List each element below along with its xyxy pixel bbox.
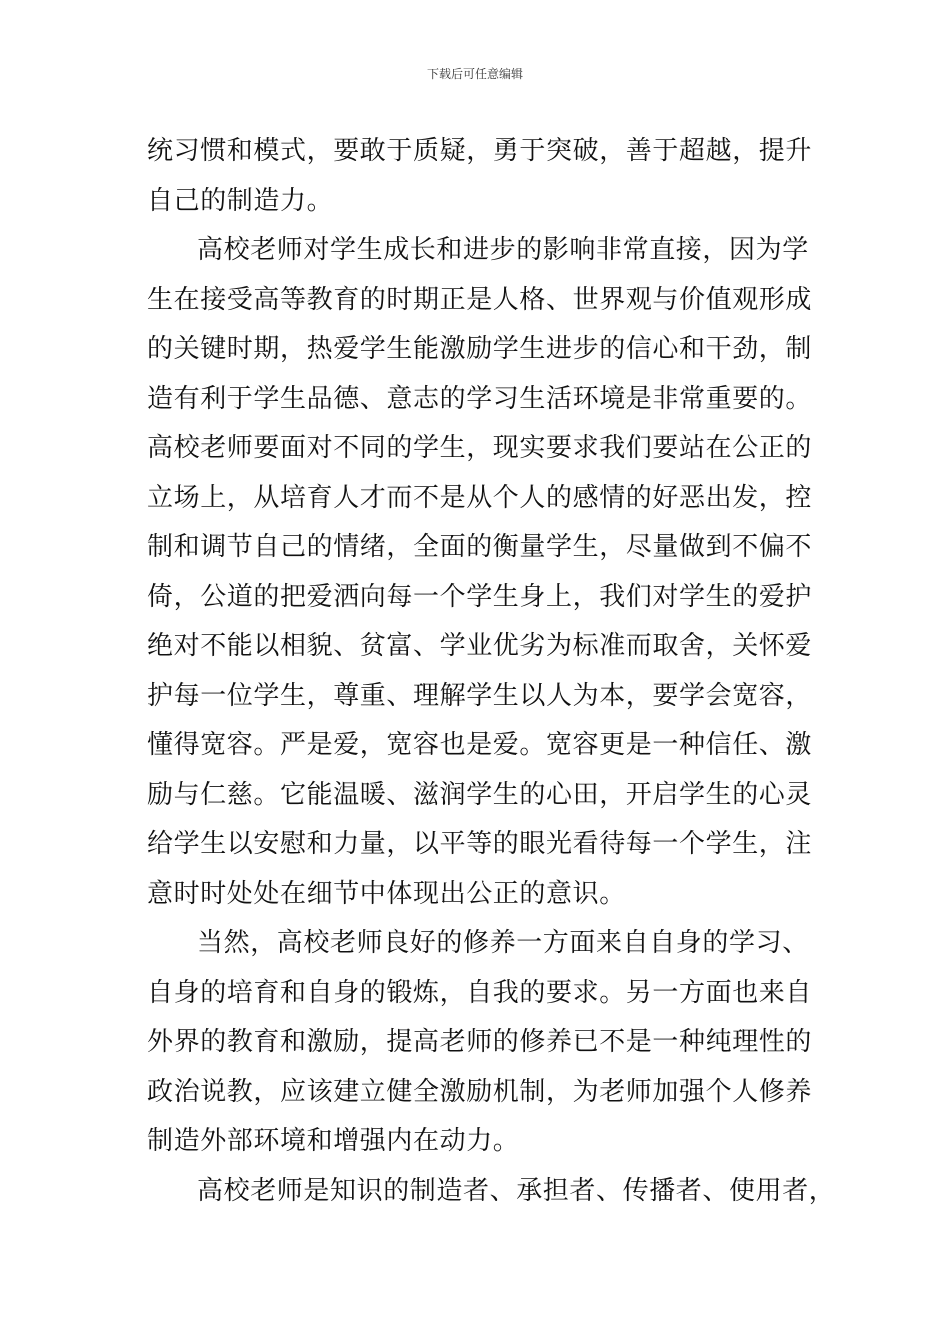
text-line: 造有利于学生品德、意志的学习生活环境是非常重要的。 [147,383,813,414]
text-line: 给学生以安慰和力量，以平等的眼光看待每一个学生，注 [147,829,813,859]
text-line: 意时时处处在细节中体现出公正的意识。 [147,878,626,909]
text-line: 制和调节自己的情绪，全面的衡量学生，尽量做到不偏不 [147,532,813,562]
text-line: 高校老师是知识的制造者、承担者、传播者、使用者， [197,1175,836,1206]
text-line: 生在接受高等教育的时期正是人格、世界观与价值观形成 [147,284,813,315]
document-body [147,127,836,1216]
paragraph-1 [147,127,827,226]
text-line: 政治说教，应该建立健全激励机制，为老师加强个人修养 [147,1076,813,1107]
text-line: 自身的培育和自身的锻炼，自我的要求。另一方面也来自 [147,977,813,1008]
text-line: 外界的教育和激励，提高老师的修养已不是一种纯理性的 [147,1027,813,1057]
text-line: 统习惯和模式，要敢于质疑，勇于突破，善于超越，提升 [147,136,813,166]
page-header-note: 下载后可任意编辑 [426,67,523,81]
paragraph-4 [147,1167,836,1217]
text-line: 护每一位学生，尊重、理解学生以人为本，要学会宽容， [147,680,813,711]
paragraph-3 [147,919,827,1167]
text-line: 高校老师对学生成长和进步的影响非常直接，因为学 [197,235,809,265]
text-line: 制造外部环境和增强内在动力。 [147,1126,520,1156]
text-line: 励与仁慈。它能温暖、滋润学生的心田，开启学生的心灵 [147,779,813,810]
text-line: 绝对不能以相貌、贫富、学业优劣为标准而取舍，关怀爱 [147,631,813,661]
text-line: 当然，高校老师良好的修养一方面来自自身的学习、 [197,928,809,958]
text-line: 高校老师要面对不同的学生，现实要求我们要站在公正的 [147,433,813,463]
text-line: 的关键时期，热爱学生能激励学生进步的信心和干劲，制 [147,334,813,364]
text-line: 懂得宽容。严是爱，宽容也是爱。宽容更是一种信任、激 [147,730,813,760]
paragraph-2 [147,226,827,919]
text-line: 倚，公道的把爱洒向每一个学生身上，我们对学生的爱护 [147,581,813,612]
text-line: 立场上，从培育人才而不是从个人的感情的好恶出发，控 [147,482,813,513]
text-line: 自己的制造力。 [147,185,334,216]
